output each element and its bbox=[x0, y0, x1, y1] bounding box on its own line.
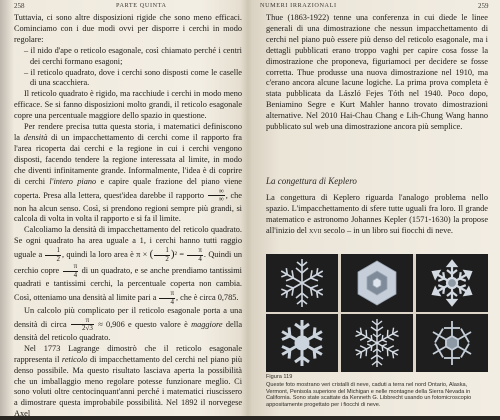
fraction: $\frac{\infty}{\infty}$ bbox=[208, 188, 225, 204]
list bbox=[14, 46, 242, 90]
snowflake-icon bbox=[266, 254, 338, 312]
paragraph: La congettura di Keplero riguarda l'analogo problema nello spazio. L'impacchettamento di sfere tutte uguali fra loro. Il grande matematico e astronomo Johannes Kepler (1571-1630) la propose all'inizio del xvii secolo – in un libro sui fiocchi di neve. bbox=[266, 193, 488, 235]
left-page bbox=[0, 0, 248, 419]
snowflake-photo bbox=[341, 314, 413, 372]
paragraph: Il reticolo quadrato è rigido, ma racchiude i cerchi in modo meno efficace. Se si fanno disposizioni molto grandi, il reticolo esagonale copre una percentuale maggiore dello spazio in questione. bbox=[14, 89, 242, 121]
snowflake-icon bbox=[341, 314, 413, 372]
figure-label: Figura 119 bbox=[266, 374, 293, 380]
snowflake-figure bbox=[266, 254, 488, 372]
fraction: $\frac{\pi}{2√3}$ bbox=[71, 317, 94, 333]
left-running-head: PARTE QUINTA bbox=[116, 2, 167, 9]
paragraph: Per rendere precisa tutta questa storia, i matematici definiscono la densità di un impacchettamento di cerchi come il rapporto fra l'area ricoperta dai cerchi e la regione in cui i cerchi vengono disposti, facendo tendere la regione interessata al limite, in modo che diventi infinitamente grande. Informalmente, l'idea è di coprire di cerchi l'intero piano e capire quale frazione del piano viene coperta. Presa alla lettera, quest'idea darebbe il rapporto $\frac{\infty}{\infty}$ , che non ha alcun senso. Così, si prendono regioni sempre più grandi, si calcola di volta in volta il rapporto e si fa il limite. bbox=[14, 122, 242, 224]
fraction: $\frac{\pi}{4}$ bbox=[159, 290, 175, 306]
figure-caption bbox=[266, 374, 488, 409]
caption-text: Queste foto mostrano veri cristalli di neve, caduti a terra nel nord Ontario, Alaska, Vermont, Penisola superiore del Michigan e nelle montagne della Sierra Nevada in California. Sono state scattate da Kenneth G. Libbrecht usando un fotomicroscopio appositamente progettato per i fiocchi di neve. bbox=[266, 381, 472, 409]
fraction: $\frac{\pi}{4}$ bbox=[63, 263, 79, 279]
snowflake-icon bbox=[416, 254, 488, 312]
left-page-number: 258 bbox=[14, 2, 25, 10]
snowflake-photo bbox=[266, 314, 338, 372]
left-body-text bbox=[14, 13, 242, 420]
snowflake-photo bbox=[416, 314, 488, 372]
snowflake-icon bbox=[416, 314, 488, 372]
right-page bbox=[252, 0, 500, 416]
right-body-text-2 bbox=[266, 193, 488, 237]
paragraph: Tuttavia, ci sono altre disposizioni rigide che sono meno efficaci. Cominciamo con i due modi ovvi per disporre i cerchi in modo regolare: bbox=[14, 13, 242, 44]
snowflake-photo bbox=[341, 254, 413, 312]
snowflake-icon bbox=[341, 254, 413, 312]
paragraph: Nel 1773 Lagrange dimostrò che il reticolo esagonale rappresenta il reticolo di impacchettamento del cerchi nel piano più denso possibile. Ma questo risultato lasciava aperta la possibilità che un imballaggio meno regolare potesse funzionare meglio. Ci sono voluti oltre centocinquant'anni perché i matematici riuscissero a dimostrare questa improbabile possibilità. Nel 1892 il norvegese Axel bbox=[14, 343, 242, 419]
paragraph: Un calcolo più complicato per il reticolo esagonale porta a una densità di circa $\frac{\pi}{2√3}$ ≈ 0,906 e questo valore è maggiore della densità del reticolo quadrato. bbox=[14, 306, 243, 342]
snowflake-photo bbox=[266, 254, 338, 312]
fraction: $\frac{1}{2}$ bbox=[154, 247, 170, 263]
snowflake-photo bbox=[416, 254, 488, 312]
list-item: – il reticolo quadrato, dove i cerchi sono disposti come le caselle di una scacchiera. bbox=[24, 68, 242, 90]
paragraph: Thue (1863-1922) tenne una conferenza in cui diede le linee generali di una dimostrazione che nessun impacchettamento di cerchi nel piano può essere più denso del reticolo esagonale, ma i dettagli pubblicati erano troppo vaghi per capire cosa fosse la dimostrazione che proponeva, figuriamoci per decidere se fosse corretta. Thue produsse una nuova dimostrazione nel 1910, ma c'erano ancora alcune lacune logiche. La prima prova completa è stata pubblicata da László Fejes Tóth nel 1940. Poco dopo, Beniamino Segre e Kurt Mahler hanno trovato dimostrazioni alternative. Nel 2010 Hai-Chau Chang e Lih-Chung Wang hanno pubblicato sul web una dimostrazione ancora più semplice. bbox=[266, 13, 488, 132]
snowflake-icon bbox=[266, 314, 338, 372]
right-body-text bbox=[266, 13, 488, 133]
right-page-number: 259 bbox=[478, 2, 489, 10]
paragraph: Calcoliamo la densità di impacchettamento del reticolo quadrato. Se ogni quadrato ha area uguale a 1, i cerchi hanno tutti raggio uguale a $\frac{1}{2}$ , quindi la loro area è π × ( $\frac{1}{2}$ )² = $\frac{\pi}{4}$ . Quindi un cerchio copre $\frac{\pi}{4}$ di un quadrato, e se anche prendiamo tantissimi quadrati e tantissimi cerchi, la percentuale coperta non cambia. Così, otteniamo una densità al limite pari a $\frac{\pi}{4}$ , che è circa 0,785. bbox=[14, 225, 242, 306]
right-running-head: NUMERI IRRAZIONALI bbox=[260, 2, 337, 9]
fraction: $\frac{\pi}{4}$ bbox=[187, 247, 203, 263]
fraction: $\frac{1}{2}$ bbox=[45, 247, 61, 263]
section-title: La congettura di Keplero bbox=[266, 176, 357, 186]
list-item: – il nido d'ape o reticolo esagonale, così chiamato perché i centri dei cerchi formano esagoni; bbox=[24, 46, 242, 68]
